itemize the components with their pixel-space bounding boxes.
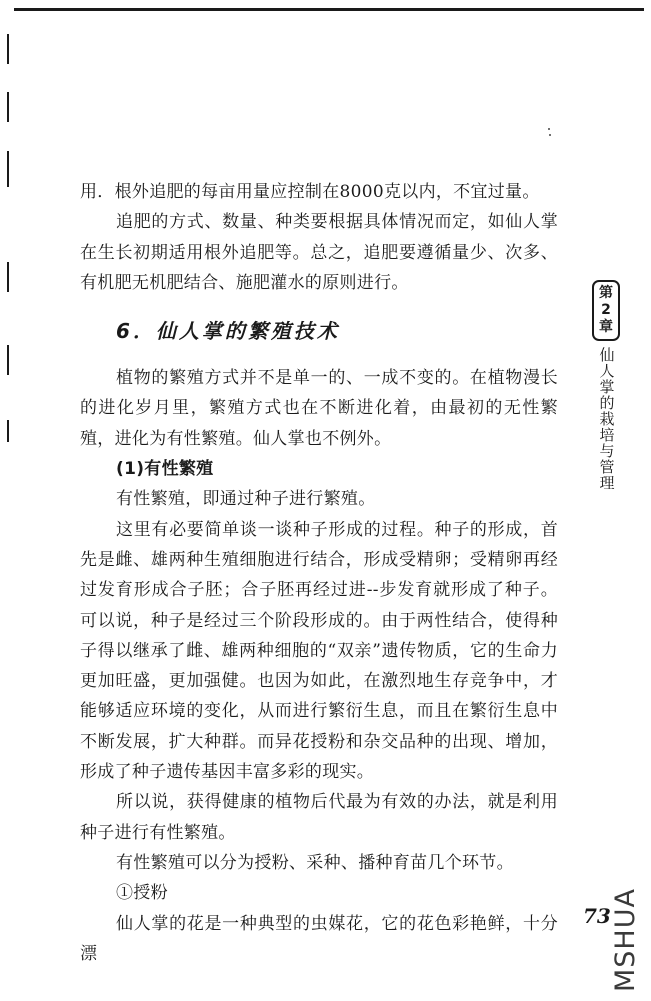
watermark: MSHUA (610, 888, 641, 992)
margin-mark (7, 151, 9, 187)
margin-mark (7, 420, 9, 442)
intro-paragraph: 用．根外追肥的每亩用量应控制在8000克以内，不宜过量。 (80, 182, 540, 202)
page-number: 73 (583, 904, 611, 928)
scan-speck (549, 134, 551, 136)
intro-paragraph: 追肥的方式、数量、种类要根据具体情况而定，如仙人掌在生长初期适用根外追肥等。总之，追肥要遵循量少、次多、有机肥无机肥结合、施肥灌水的原则进行。 (80, 212, 558, 293)
margin-mark (7, 262, 9, 292)
chapter-number: 2 (601, 302, 611, 318)
section-heading: 6．仙人掌的繁殖技术 (116, 319, 340, 344)
scan-speck (548, 128, 550, 130)
conclusion-paragraph: 所以说，获得健康的植物后代最为有效的办法，就是利用种子进行有性繁殖。 (80, 792, 558, 843)
pollination-paragraph: 仙人掌的花是一种典型的虫媒花，它的花色彩艳鲜，十分漂 (80, 913, 558, 964)
chapter-title: 仙人掌的栽培与管理 (597, 347, 616, 491)
chapter-label-top: 第 (599, 285, 613, 301)
section-paragraph: 植物的繁殖方式并不是单一的、一成不变的。在植物漫长的进化岁月里，繁殖方式也在不断进化着，由最初的无性繁殖，进化为有性繁殖。仙人掌也不例外。 (80, 368, 558, 449)
subheading-pollination: ①授粉 (116, 883, 168, 904)
margin-mark (7, 345, 9, 375)
definition-paragraph: 有性繁殖，即通过种子进行繁殖。 (116, 489, 376, 510)
subheading-sexual-reproduction: (1)有性繁殖 (116, 459, 214, 480)
top-rule (14, 8, 644, 11)
margin-mark (7, 92, 9, 122)
page-body (80, 177, 558, 969)
steps-paragraph: 有性繁殖可以分为授粉、采种、播种育苗几个环节。 (116, 852, 514, 873)
chapter-tab (589, 280, 623, 495)
chapter-badge (592, 280, 620, 341)
margin-mark (7, 34, 9, 64)
seed-formation-paragraph: 这里有必要简单谈一谈种子形成的过程。种子的形成，首先是雌、雄两种生殖细胞进行结合，形成受精卵；受精卵再经过发育形成合子胚；合子胚再经过进--步发育就形成了种子。可以说，种子是经过三个阶段形成的。由于两性结合，使得种子得以继承了雌、雄两种细胞的“双亲”遗传物质，它的生命力更加旺盛，更加强健。也因为如此，在激烈地生存竞争中，才能够适应环境的变化，从而进行繁衍生息，而且在繁衍生息中不断发展，扩大种群。而异花授粉和杂交品种的出现、增加，形成了种子遗传基因丰富多彩的现实。 (80, 519, 558, 783)
chapter-label-bottom: 章 (599, 319, 613, 335)
